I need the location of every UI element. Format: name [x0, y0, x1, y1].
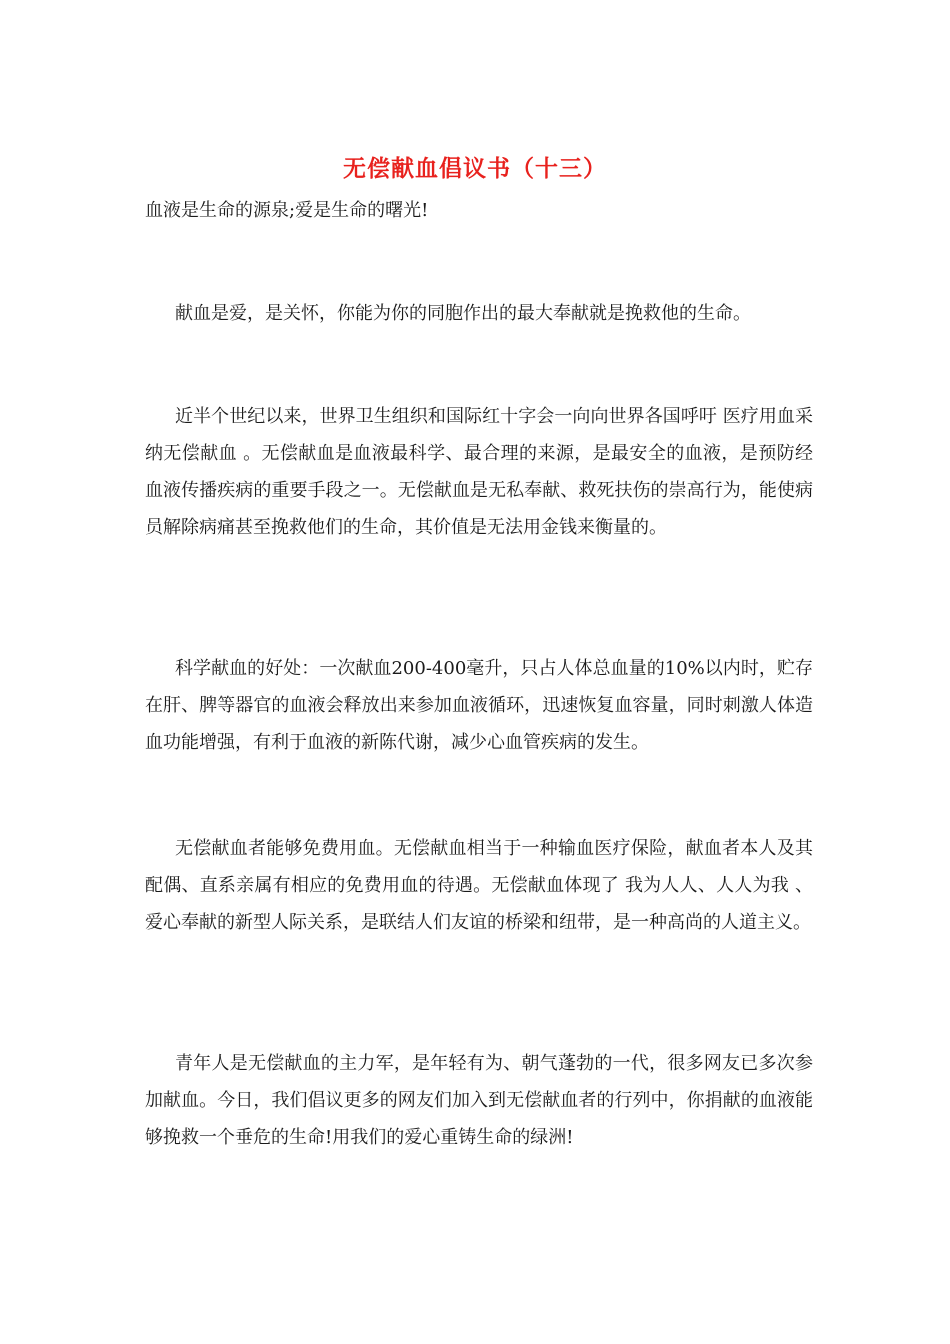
paragraph-4: 无偿献血者能够免费用血。无偿献血相当于一种输血医疗保险，献血者本人及其配偶、直系亲属有相应的免费用血的待遇。无偿献血体现了 我为人人、人人为我 、爱心奉献的新型人际关系，是联结人们友谊的桥梁和纽带，是一种高尚的人道主义。 [145, 838, 813, 933]
paragraph-2: 近半个世纪以来，世界卫生组织和国际红十字会一向向世界各国呼吁 医疗用血采纳无偿献血 。无偿献血是血液最科学、最合理的来源，是最安全的血液，是预防经血液传播疾病的重要手段之一。无偿献血是无私奉献、救死扶伤的崇高行为，能使病员解除病痛甚至挽救他们的生命，其价值是无法用金钱来衡量的。 [145, 406, 813, 538]
intro-line: 血液是生命的源泉;爱是生命的曙光! [145, 200, 429, 221]
paragraph-5: 青年人是无偿献血的主力军，是年轻有为、朝气蓬勃的一代，很多网友已多次参加献血。今日，我们倡议更多的网友们加入到无偿献血者的行列中，你捐献的血液能够挽救一个垂危的生命!用我们的爱心重铸生命的绿洲! [145, 1053, 813, 1148]
document-title: 无偿献血倡议书（十三） [343, 155, 607, 182]
paragraph-1: 献血是爱，是关怀，你能为你的同胞作出的最大奉献就是挽救他的生命。 [175, 303, 751, 324]
paragraph-3: 科学献血的好处：一次献血200-400毫升，只占人体总血量的10%以内时，贮存在肝、脾等器官的血液会释放出来参加血液循环，迅速恢复血容量，同时刺激人体造血功能增强，有利于血液的新陈代谢，减少心血管疾病的发生。 [145, 658, 813, 753]
